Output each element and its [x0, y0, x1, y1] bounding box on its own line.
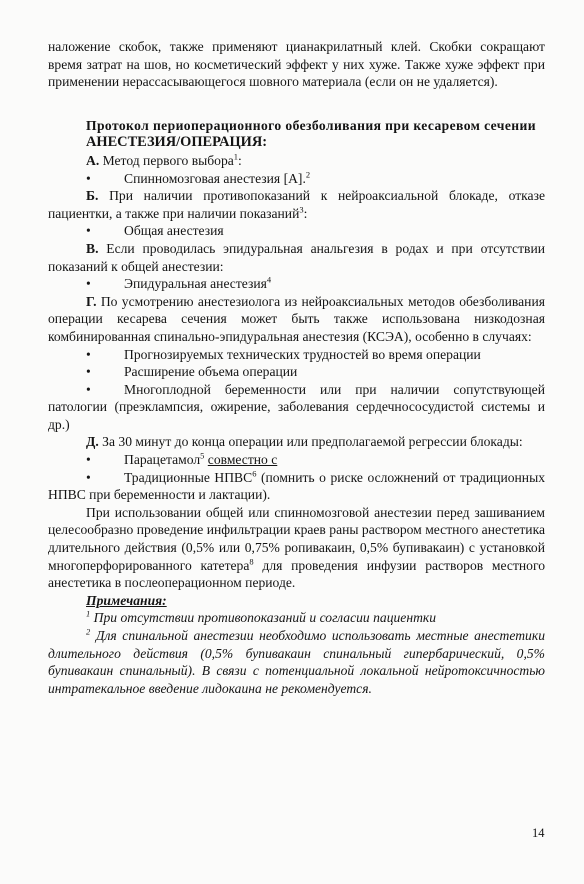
bullet-multiple: • Многоплодной беременности или при наличии сопутствующей патологии (преэклампсия, ожирение, заболевания сердечнососудистой системы и др.): [48, 381, 545, 432]
bullet-extension: • Расширение объема операции: [48, 363, 545, 381]
item-b: Б. При наличии противопоказаний к нейроаксиальной блокаде, отказе пациентки, а также при наличии показаний$^3$:: [48, 188, 545, 221]
item-v: В. Если проводилась эпидуральная анальгезия в родах и при отсутствии показаний к общей анестезии:: [48, 240, 545, 274]
together-with-link: совместно с: [207, 452, 278, 468]
page-number: 14: [532, 826, 545, 840]
intro-paragraph: наложение скобок, также применяют цианакрилатный клей. Скобки сокращают время затрат на шов, но косметический эффект у них хуже. Также хуже эффект при применении нерассасывающегося шовного материала (если он не удаляется).: [48, 39, 545, 90]
note-1: $^1$ При отсутствии противопоказаний и согласии пациентки: [86, 608, 437, 626]
bullet-paracetamol: • Парацетамол$^5$ совместно с: [48, 451, 545, 469]
document-page: [48, 38, 545, 697]
bullet-general: • Общая анестезия: [48, 222, 545, 240]
note-2: $^2$ Для спинальной анестезии необходимо использовать местные анестетики длительного действия (0,5% бупивакаин спинальный гипербарический, 0,5% бупивакаин спинальный). В связи с потенциальной локальной нейротоксичностью интратекальное введение лидокаина не рекомендуется.: [48, 626, 545, 696]
item-g: Г. По усмотрению анестезиолога из нейроаксиальных методов обезболивания операции кесарева сечения может быть также использована низкодозная комбинированная спинально-эпидуральная анестезия (КСЭА), особенно в случаях:: [48, 293, 545, 344]
notes-heading: Примечания:: [86, 592, 167, 608]
bullet-technical: • Прогнозируемых технических трудностей во время операции: [48, 346, 545, 364]
protocol-title: Протокол периоперационного обезболивания при кесаревом сечении: [86, 117, 536, 133]
infiltration-paragraph: При использовании общей или спинномозговой анестезии перед зашиванием целесообразно проведение инфильтрации краев раны раствором местного анестетика длительного действия (0,5% или 0,75% ропивакаин, 0,5% бупивакаин) с установкой многоперфорированного катетера$^8$ для проведения инфузии растворов местного анестетика в послеоперационном периоде.: [48, 504, 545, 591]
item-a: А. Метод первого выбора$^1$:: [86, 151, 242, 168]
bullet-spinal: • Спинномозговая анестезия [А].$^2$: [48, 170, 545, 188]
section-heading: АНЕСТЕЗИЯ/ОПЕРАЦИЯ:: [86, 134, 268, 151]
bullet-nsaid: • Традиционные НПВС$^6$ (помнить о риске осложнений от традиционных НПВС при беременности и лактации).: [48, 468, 545, 503]
bullet-epidural: • Эпидуральная анестезия$^4$: [48, 275, 545, 293]
item-d: Д. За 30 минут до конца операции или предполагаемой регрессии блокады:: [86, 434, 523, 450]
